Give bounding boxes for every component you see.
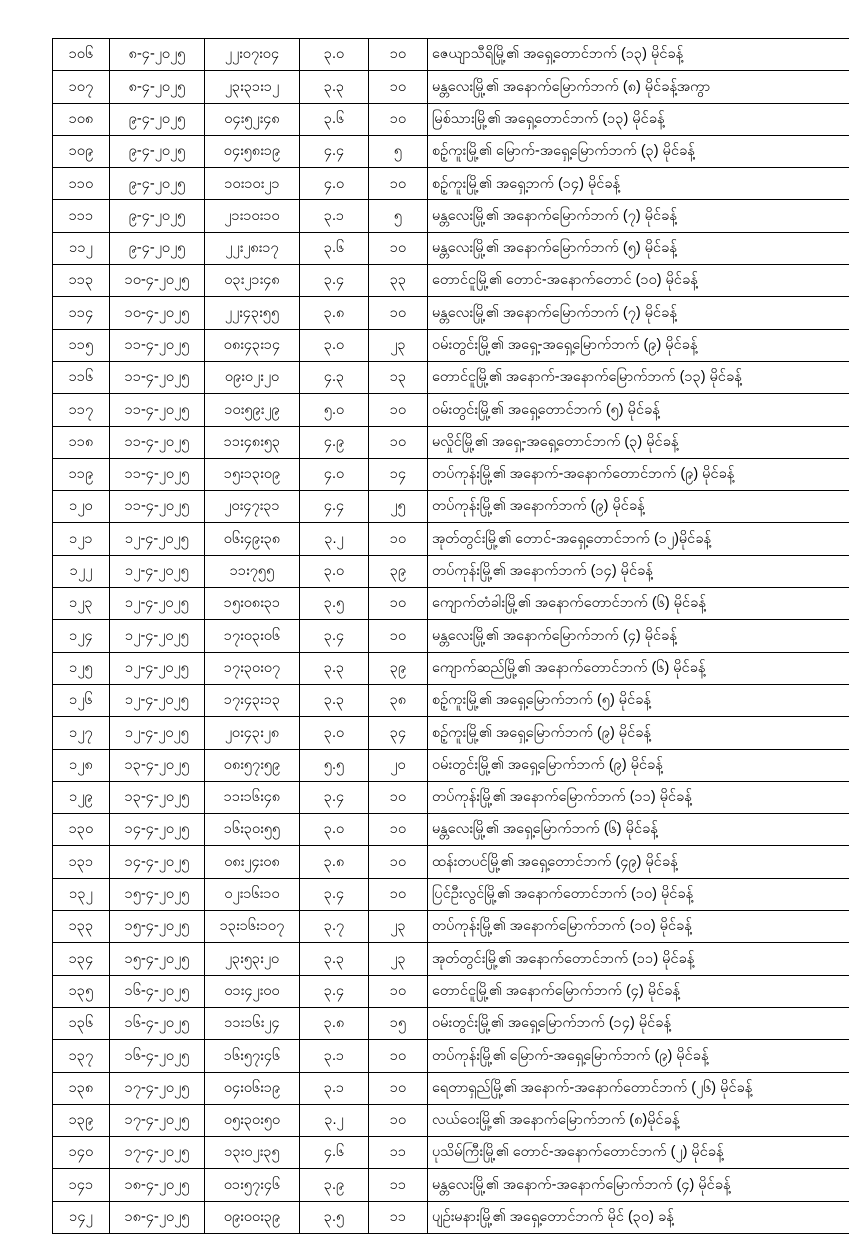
cell-time: ၀၃း၂၁း၄၈ (205, 265, 300, 297)
cell-magnitude: ၃.၉ (300, 1169, 369, 1201)
cell-location: မြစ်သားမြို့၏ အရှေ့တောင်ဘက် (၁၃) မိုင်ခန့် (428, 103, 849, 135)
cell-location: ထန်းတပင်မြို့၏ အရှေ့တောင်ဘက် (၄၉) မိုင်ခန့် (428, 846, 849, 878)
cell-no: ၁၂၉ (53, 781, 110, 813)
cell-depth: ၃၉ (369, 555, 428, 587)
cell-time: ၀၉း၀၂း၂၀ (205, 361, 300, 393)
table-row (53, 1137, 849, 1169)
cell-date: ၁၅-၄-၂၀၂၅ (110, 911, 205, 943)
cell-time: ၀၄း၀၆း၁၉ (205, 1072, 300, 1104)
cell-magnitude: ၃.၆ (300, 103, 369, 135)
cell-magnitude: ၃.၀ (300, 329, 369, 361)
table-row (53, 329, 849, 361)
cell-magnitude: ၃.၅ (300, 1201, 369, 1233)
cell-date: ၁၁-၄-၂၀၂၅ (110, 426, 205, 458)
cell-location: တပ်ကုန်းမြို့၏ အနောက်ဘက် (၉) မိုင်ခန့် (428, 491, 849, 523)
cell-time: ၁၅း၁၃း၀၉ (205, 458, 300, 490)
cell-location: ပြင်ဦးလွင်မြို့၏ အနောက်တောင်ဘက် (၁၀) မိုင်ခန့် (428, 878, 849, 910)
cell-location: တောင်ငူမြို့၏ တောင်-အနောက်တောင် (၁၀) မိုင်ခန့် (428, 265, 849, 297)
cell-time: ၁၆း၅၇း၄၆ (205, 1040, 300, 1072)
cell-no: ၁၁၄ (53, 297, 110, 329)
cell-date: ၁၁-၄-၂၀၂၅ (110, 458, 205, 490)
table-row (53, 297, 849, 329)
cell-no: ၁၁၀ (53, 168, 110, 200)
cell-magnitude: ၃.၀ (300, 717, 369, 749)
cell-no: ၁၂၈ (53, 749, 110, 781)
table-row (53, 232, 849, 264)
cell-depth: ၁၀ (369, 588, 428, 620)
table-row (53, 135, 849, 167)
cell-date: ၁၂-၄-၂၀၂၅ (110, 652, 205, 684)
cell-depth: ၅ (369, 135, 428, 167)
cell-depth: ၁၀ (369, 878, 428, 910)
cell-date: ၁၅-၄-၂၀၂၅ (110, 878, 205, 910)
cell-magnitude: ၃.၅ (300, 588, 369, 620)
cell-magnitude: ၃.၃ (300, 943, 369, 975)
cell-magnitude: ၃.၈ (300, 1007, 369, 1039)
cell-no: ၁၀၆ (53, 39, 110, 71)
cell-location: တပ်ကုန်းမြို့၏ အနောက်မြောက်ဘက် (၁၀) မိုင်ခန့် (428, 911, 849, 943)
cell-magnitude: ၅.၀ (300, 394, 369, 426)
cell-date: ၁၁-၄-၂၀၂၅ (110, 394, 205, 426)
cell-depth: ၃၈ (369, 684, 428, 716)
cell-date: ၁၅-၄-၂၀၂၅ (110, 943, 205, 975)
cell-location: မန္တလေးမြို့၏ အနောက်မြောက်ဘက် (၄) မိုင်ခန့် (428, 620, 849, 652)
cell-no: ၁၁၃ (53, 265, 110, 297)
cell-time: ၁၇း၃၀း၀၇ (205, 652, 300, 684)
cell-magnitude: ၃.၀ (300, 555, 369, 587)
cell-date: ၁၁-၄-၂၀၂၅ (110, 329, 205, 361)
table-row (53, 1104, 849, 1136)
cell-time: ၂၁း၁၀း၁၀ (205, 200, 300, 232)
table-row (53, 846, 849, 878)
cell-time: ၂၀း၄၇း၃၁ (205, 491, 300, 523)
cell-depth: ၃၃ (369, 265, 428, 297)
cell-time: ၂၃း၃၁း၁၂ (205, 71, 300, 103)
cell-depth: ၁၀ (369, 394, 428, 426)
cell-magnitude: ၃.၃ (300, 684, 369, 716)
cell-date: ၁၀-၄-၂၀၂၅ (110, 297, 205, 329)
cell-depth: ၁၄ (369, 458, 428, 490)
cell-date: ၁၄-၄-၂၀၂၅ (110, 814, 205, 846)
cell-date: ၁၁-၄-၂၀၂၅ (110, 491, 205, 523)
cell-depth: ၁၀ (369, 975, 428, 1007)
cell-date: ၉-၄-၂၀၂၅ (110, 232, 205, 264)
cell-no: ၁၃၅ (53, 975, 110, 1007)
cell-date: ၉-၄-၂၀၂၅ (110, 168, 205, 200)
cell-no: ၁၁၈ (53, 426, 110, 458)
cell-magnitude: ၃.၃ (300, 652, 369, 684)
cell-location: မလှိုင်မြို့၏ အရှေ့-အရှေ့တောင်ဘက် (၃) မိုင်ခန့် (428, 426, 849, 458)
cell-date: ၁၂-၄-၂၀၂၅ (110, 555, 205, 587)
cell-depth: ၁၀ (369, 168, 428, 200)
cell-magnitude: ၃.၂ (300, 523, 369, 555)
cell-depth: ၂၅ (369, 491, 428, 523)
cell-magnitude: ၄.၄ (300, 135, 369, 167)
cell-date: ၁၄-၄-၂၀၂၅ (110, 846, 205, 878)
table-row (53, 394, 849, 426)
cell-date: ၁၃-၄-၂၀၂၅ (110, 749, 205, 781)
cell-location: စဉ့်ကူးမြို့၏ မြောက်-အရှေ့မြောက်ဘက် (၃) မိုင်ခန့် (428, 135, 849, 167)
table-row (53, 555, 849, 587)
cell-location: ဝမ်းတွင်းမြို့၏ အရှေ့-အရှေ့မြောက်ဘက် (၉) မိုင်ခန့် (428, 329, 849, 361)
table-row (53, 911, 849, 943)
cell-time: ၁၇း၀၃း၀၆ (205, 620, 300, 652)
table-row (53, 265, 849, 297)
table-row (53, 781, 849, 813)
cell-date: ၉-၄-၂၀၂၅ (110, 135, 205, 167)
cell-time: ၁၀း၁၀း၂၁ (205, 168, 300, 200)
cell-date: ၁၀-၄-၂၀၂၅ (110, 265, 205, 297)
cell-depth: ၁၀ (369, 523, 428, 555)
cell-date: ၁၂-၄-၂၀၂၅ (110, 620, 205, 652)
table-row (53, 1169, 849, 1201)
cell-location: တပ်ကုန်းမြို့၏ အနောက်ဘက် (၁၄) မိုင်ခန့် (428, 555, 849, 587)
cell-magnitude: ၃.၁ (300, 1072, 369, 1104)
cell-location: ဝမ်းတွင်းမြို့၏ အရှေ့မြောက်ဘက် (၉) မိုင်ခန့် (428, 749, 849, 781)
cell-time: ၀၈း၄၃း၁၄ (205, 329, 300, 361)
cell-location: ဇေယျာသီရိမြို့၏ အရှေ့တောင်ဘက် (၁၃) မိုင်ခန့် (428, 39, 849, 71)
cell-location: မန္တလေးမြို့၏ အနောက်မြောက်ဘက် (၇) မိုင်ခန့် (428, 200, 849, 232)
cell-location: ပုသိမ်ကြီးမြို့၏ တောင်-အနောက်တောင်ဘက် (၂) မိုင်ခန့် (428, 1137, 849, 1169)
cell-magnitude: ၃.၃ (300, 71, 369, 103)
cell-depth: ၂၃ (369, 911, 428, 943)
cell-time: ၂၂း၀၇း၀၄ (205, 39, 300, 71)
cell-date: ၉-၄-၂၀၂၅ (110, 200, 205, 232)
cell-no: ၁၂၃ (53, 588, 110, 620)
table-row (53, 588, 849, 620)
cell-time: ၁၁း၁၆း၂၄ (205, 1007, 300, 1039)
cell-date: ၁၁-၄-၂၀၂၅ (110, 361, 205, 393)
cell-location: ပျဉ်းမနားမြို့၏ အရှေ့တောင်ဘက် မိုင် (၃၀) ခန့် (428, 1201, 849, 1233)
cell-date: ၁၂-၄-၂၀၂၅ (110, 717, 205, 749)
cell-time: ၀၁း၅၇း၄၆ (205, 1169, 300, 1201)
cell-time: ၁၇း၄၃း၁၃ (205, 684, 300, 716)
table-row (53, 426, 849, 458)
cell-location: မန္တလေးမြို့၏ အနောက်မြောက်ဘက် (၅) မိုင်ခန့် (428, 232, 849, 264)
cell-depth: ၁၀ (369, 426, 428, 458)
cell-no: ၁၀၇ (53, 71, 110, 103)
cell-no: ၁၂၇ (53, 717, 110, 749)
cell-time: ၁၆း၃၀း၅၅ (205, 814, 300, 846)
cell-location: မန္တလေးမြို့၏ အရှေ့မြောက်ဘက် (၆) မိုင်ခန့် (428, 814, 849, 846)
cell-no: ၁၁၉ (53, 458, 110, 490)
cell-no: ၁၃၄ (53, 943, 110, 975)
cell-location: အုတ်တွင်းမြို့၏ အနောက်တောင်ဘက် (၁၁) မိုင်ခန့် (428, 943, 849, 975)
cell-magnitude: ၃.၄ (300, 781, 369, 813)
table-row (53, 491, 849, 523)
cell-magnitude: ၃.၄ (300, 878, 369, 910)
cell-depth: ၁၀ (369, 103, 428, 135)
cell-time: ၀၅း၃၀း၅၀ (205, 1104, 300, 1136)
cell-location: ရေတာရှည်မြို့၏ အနောက်-အနောက်တောင်ဘက် (၂၆) မိုင်ခန့် (428, 1072, 849, 1104)
cell-date: ၁၂-၄-၂၀၂၅ (110, 684, 205, 716)
cell-magnitude: ၄.၀ (300, 458, 369, 490)
cell-magnitude: ၃.၄ (300, 620, 369, 652)
cell-time: ၀၈း၅၇း၅၉ (205, 749, 300, 781)
cell-no: ၁၂၁ (53, 523, 110, 555)
cell-no: ၁၁၅ (53, 329, 110, 361)
table-row (53, 39, 849, 71)
cell-no: ၁၃၀ (53, 814, 110, 846)
table-row (53, 458, 849, 490)
cell-no: ၁၂၀ (53, 491, 110, 523)
cell-location: စဉ့်ကူးမြို့၏ အရှေ့ဘက် (၁၄) မိုင်ခန့် (428, 168, 849, 200)
cell-time: ၁၁း၄၈း၅၃ (205, 426, 300, 458)
cell-date: ၁၆-၄-၂၀၂၅ (110, 1007, 205, 1039)
cell-location: ဝမ်းတွင်းမြို့၏ အရှေ့မြောက်ဘက် (၁၄) မိုင်ခန့် (428, 1007, 849, 1039)
cell-depth: ၁၀ (369, 232, 428, 264)
cell-depth: ၁၁ (369, 1137, 428, 1169)
table-row (53, 1201, 849, 1233)
cell-magnitude: ၄.၆ (300, 1137, 369, 1169)
cell-magnitude: ၃.၀ (300, 814, 369, 846)
cell-date: ၈-၄-၂၀၂၅ (110, 71, 205, 103)
cell-location: ကျောက်ဆည်မြို့၏ အနောက်တောင်ဘက် (၆) မိုင်ခန့် (428, 652, 849, 684)
cell-no: ၁၁၂ (53, 232, 110, 264)
cell-time: ၁၃း၁၆း၁၀၇ (205, 911, 300, 943)
cell-no: ၁၄၁ (53, 1169, 110, 1201)
cell-magnitude: ၃.၆ (300, 232, 369, 264)
cell-magnitude: ၃.၂ (300, 1104, 369, 1136)
cell-depth: ၁၀ (369, 39, 428, 71)
table-row (53, 1007, 849, 1039)
cell-magnitude: ၃.၁ (300, 1040, 369, 1072)
cell-location: တပ်ကုန်းမြို့၏ အနောက်-အနောက်တောင်ဘက် (၉) မိုင်ခန့် (428, 458, 849, 490)
cell-depth: ၂၃ (369, 943, 428, 975)
cell-depth: ၂၃ (369, 329, 428, 361)
cell-no: ၁၃၉ (53, 1104, 110, 1136)
cell-no: ၁၃၇ (53, 1040, 110, 1072)
cell-location: လယ်ဝေးမြို့၏ အနောက်မြောက်ဘက် (၈)မိုင်ခန့် (428, 1104, 849, 1136)
cell-depth: ၁၃ (369, 361, 428, 393)
cell-depth: ၁၅ (369, 1007, 428, 1039)
cell-date: ၉-၄-၂၀၂၅ (110, 103, 205, 135)
cell-location: ကျောက်တံခါးမြို့၏ အနောက်တောင်ဘက် (၆) မိုင်ခန့် (428, 588, 849, 620)
table-row (53, 200, 849, 232)
cell-location: တပ်ကုန်းမြို့၏ အနောက်မြောက်ဘက် (၁၁) မိုင်ခန့် (428, 781, 849, 813)
cell-depth: ၅ (369, 200, 428, 232)
cell-magnitude: ၄.၃ (300, 361, 369, 393)
cell-no: ၁၁၁ (53, 200, 110, 232)
cell-depth: ၁၀ (369, 1040, 428, 1072)
cell-depth: ၁၀ (369, 1104, 428, 1136)
cell-no: ၁၁၇ (53, 394, 110, 426)
table-row (53, 684, 849, 716)
cell-no: ၁၂၆ (53, 684, 110, 716)
cell-no: ၁၃၆ (53, 1007, 110, 1039)
cell-depth: ၁၀ (369, 814, 428, 846)
cell-date: ၁၈-၄-၂၀၂၅ (110, 1201, 205, 1233)
cell-magnitude: ၃.၇ (300, 911, 369, 943)
cell-time: ၀၄း၅၂း၄၈ (205, 103, 300, 135)
cell-magnitude: ၅.၅ (300, 749, 369, 781)
table-row (53, 749, 849, 781)
cell-date: ၁၂-၄-၂၀၂၅ (110, 523, 205, 555)
cell-time: ၂၂း၄၃း၅၅ (205, 297, 300, 329)
cell-no: ၁၃၈ (53, 1072, 110, 1104)
cell-depth: ၃၄ (369, 717, 428, 749)
cell-magnitude: ၄.၄ (300, 491, 369, 523)
cell-location: စဉ့်ကူးမြို့၏ အရှေ့မြောက်ဘက် (၉) မိုင်ခန့် (428, 717, 849, 749)
cell-time: ၁၀း၅၉း၂၉ (205, 394, 300, 426)
cell-no: ၁၃၁ (53, 846, 110, 878)
cell-depth: ၁၀ (369, 846, 428, 878)
cell-time: ၀၆း၄၉း၃၈ (205, 523, 300, 555)
cell-time: ၂၃း၅၃း၂၀ (205, 943, 300, 975)
cell-depth: ၁၀ (369, 297, 428, 329)
cell-magnitude: ၃.၁ (300, 200, 369, 232)
cell-location: မန္တလေးမြို့၏ အနောက်မြောက်ဘက် (၇) မိုင်ခန့် (428, 297, 849, 329)
table-row (53, 168, 849, 200)
table-row (53, 103, 849, 135)
cell-no: ၁၀၈ (53, 103, 110, 135)
cell-location: အုတ်တွင်းမြို့၏ တောင်-အရှေ့တောင်ဘက် (၁၂)မိုင်ခန့် (428, 523, 849, 555)
cell-time: ၂၀း၄၃း၂၈ (205, 717, 300, 749)
cell-date: ၁၃-၄-၂၀၂၅ (110, 781, 205, 813)
cell-depth: ၁၁ (369, 1169, 428, 1201)
table-row (53, 943, 849, 975)
table-row (53, 1072, 849, 1104)
cell-date: ၁၈-၄-၂၀၂၅ (110, 1169, 205, 1201)
table-row (53, 361, 849, 393)
table-row (53, 1040, 849, 1072)
cell-time: ၀၁း၄၂း၀၀ (205, 975, 300, 1007)
cell-date: ၁၆-၄-၂၀၂၅ (110, 1040, 205, 1072)
cell-location: တပ်ကုန်းမြို့၏ မြောက်-အရှေ့မြောက်ဘက် (၉) မိုင်ခန့် (428, 1040, 849, 1072)
cell-depth: ၁၀ (369, 620, 428, 652)
cell-depth: ၁၀ (369, 1072, 428, 1104)
cell-time: ၀၄း၅၈း၁၉ (205, 135, 300, 167)
cell-location: တောင်ငူမြို့၏ အနောက်မြောက်ဘက် (၄) မိုင်ခန့် (428, 975, 849, 1007)
cell-magnitude: ၃.၄ (300, 265, 369, 297)
cell-magnitude: ၄.၉ (300, 426, 369, 458)
cell-time: ၀၂း၁၆း၁၀ (205, 878, 300, 910)
cell-no: ၁၂၅ (53, 652, 110, 684)
table-row (53, 878, 849, 910)
cell-no: ၁၀၉ (53, 135, 110, 167)
cell-magnitude: ၃.၄ (300, 975, 369, 1007)
cell-magnitude: ၃.၈ (300, 297, 369, 329)
cell-date: ၈-၄-၂၀၂၅ (110, 39, 205, 71)
cell-date: ၁၇-၄-၂၀၂၅ (110, 1137, 205, 1169)
cell-location: ဝမ်းတွင်းမြို့၏ အရှေ့တောင်ဘက် (၅) မိုင်ခန့် (428, 394, 849, 426)
cell-depth: ၁၁ (369, 1201, 428, 1233)
cell-time: ၁၁း၁၆း၄၈ (205, 781, 300, 813)
table-row (53, 523, 849, 555)
cell-time: ၂၂း၂၈း၁၇ (205, 232, 300, 264)
cell-no: ၁၄၀ (53, 1137, 110, 1169)
cell-magnitude: ၃.၀ (300, 39, 369, 71)
cell-date: ၁၇-၄-၂၀၂၅ (110, 1072, 205, 1104)
table-row (53, 620, 849, 652)
cell-depth: ၁၀ (369, 71, 428, 103)
cell-depth: ၁၀ (369, 781, 428, 813)
cell-location: မန္တလေးမြို့၏ အနောက်မြောက်ဘက် (၈) မိုင်ခန့်အကွာ (428, 71, 849, 103)
cell-date: ၁၆-၄-၂၀၂၅ (110, 975, 205, 1007)
cell-no: ၁၃၃ (53, 911, 110, 943)
table-row (53, 652, 849, 684)
table-body (53, 39, 849, 1234)
table-row (53, 975, 849, 1007)
cell-no: ၁၄၂ (53, 1201, 110, 1233)
cell-date: ၁၇-၄-၂၀၂၅ (110, 1104, 205, 1136)
cell-depth: ၃၉ (369, 652, 428, 684)
cell-no: ၁၃၂ (53, 878, 110, 910)
cell-magnitude: ၃.၈ (300, 846, 369, 878)
cell-no: ၁၂၂ (53, 555, 110, 587)
cell-location: တောင်ငူမြို့၏ အနောက်-အနောက်မြောက်ဘက် (၁၃) မိုင်ခန့် (428, 361, 849, 393)
cell-time: ၁၁း၇၅၅ (205, 555, 300, 587)
cell-no: ၁၂၄ (53, 620, 110, 652)
table-row (53, 71, 849, 103)
cell-time: ၁၃း၀၂း၃၅ (205, 1137, 300, 1169)
cell-magnitude: ၄.၀ (300, 168, 369, 200)
cell-time: ၀၉း၀၀း၃၉ (205, 1201, 300, 1233)
table-row (53, 717, 849, 749)
cell-time: ၁၅း၀၈း၃၁ (205, 588, 300, 620)
cell-location: စဉ့်ကူးမြို့၏ အရှေ့မြောက်ဘက် (၅) မိုင်ခန့် (428, 684, 849, 716)
cell-depth: ၂၀ (369, 749, 428, 781)
cell-location: မန္တလေးမြို့၏ အနောက်-အနောက်မြောက်ဘက် (၄) မိုင်ခန့် (428, 1169, 849, 1201)
cell-time: ၀၈း၂၄း၀၈ (205, 846, 300, 878)
earthquake-table (52, 38, 849, 1234)
table-row (53, 814, 849, 846)
cell-date: ၁၂-၄-၂၀၂၅ (110, 588, 205, 620)
cell-no: ၁၁၆ (53, 361, 110, 393)
